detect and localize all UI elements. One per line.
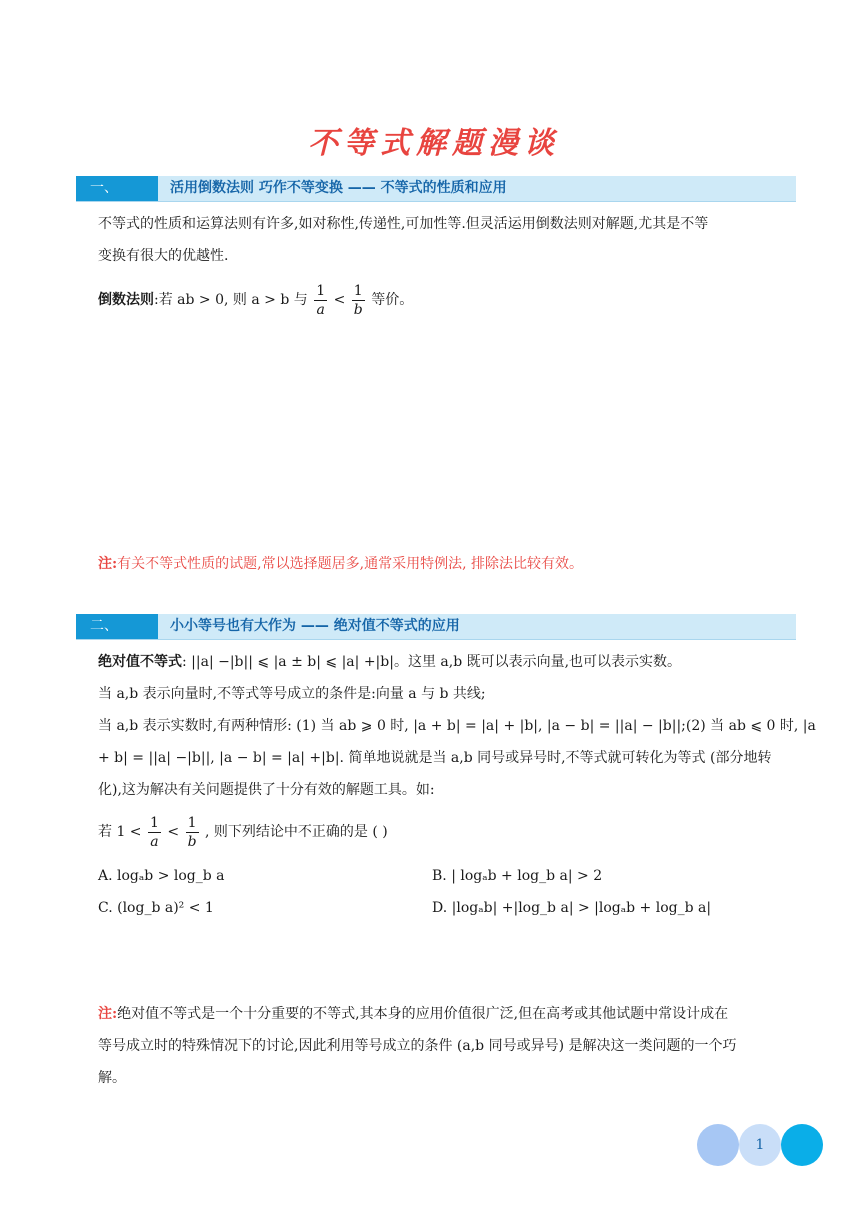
page-number: 1 [755,1137,765,1153]
real-case-line-1: 当 a,b 表示实数时,有两种情形: (1) 当 ab ⩾ 0 时, |a + b| = |a| + |b|, |a − b| = ||a| − |b||;(2) 当 ab ⩽ 0 时, |a [98,718,816,734]
option-a: A. logₐb > log_b a [98,868,225,884]
section-1-note: 注:有关不等式性质的试题,常以选择题居多,通常采用特例法, 排除法比较有效。 [98,556,583,572]
rule-label: 倒数法则 [98,292,154,308]
section-1-heading: 活用倒数法则 巧作不等变换 —— 不等式的性质和应用 [170,180,507,196]
question-fraction-1: $\frac{1}{a}$ [150,814,159,850]
reciprocal-rule: 倒数法则:若 ab > 0, 则 a > b 与 $\frac{1}{a}$ < $\frac{1}{b}$ 等价。 [98,282,414,318]
section-2-heading: 小小等号也有大作为 —— 绝对值不等式的应用 [170,618,460,634]
question-fraction-2: $\frac{1}{b}$ [187,814,197,850]
page-number-badge [697,1124,823,1166]
rule-suffix: 等价。 [371,292,414,308]
rule-prefix: :若 ab > 0, 则 a > b 与 [154,292,308,308]
badge-circle-right [781,1124,823,1166]
section-1-number: 一、 [76,176,158,201]
section-2-header [76,614,796,640]
section-2-note-line-2: 等号成立时的特殊情况下的讨论,因此利用等号成立的条件 (a,b 同号或异号) 是解决这一类问题的一个巧 [98,1038,737,1054]
section-2-note-line-3: 解。 [98,1070,126,1086]
real-case-line-2: + b| = ||a| −|b||, |a − b| = |a| +|b|. 简单地说就是当 a,b 同号或异号时,不等式就可转化为等式 (部分地转 [98,750,772,766]
rule-fraction-1: $\frac{1}{a}$ [316,282,326,318]
absolute-inequality: 绝对值不等式: ||a| −|b|| ⩽ |a ± b| ⩽ |a| +|b|。这里 a,b 既可以表示向量,也可以表示实数。 [98,654,682,670]
vector-case-line: 当 a,b 表示向量时,不等式等号成立的条件是:向量 a 与 b 共线; [98,686,486,702]
section-1-header [76,176,796,202]
question-stem: 若 1 < $\frac{1}{a}$ < $\frac{1}{b}$ , 则下列结论中不正确的是 ( ) [98,814,388,850]
rule-fraction-2: $\frac{1}{b}$ [353,282,363,318]
section-2-number: 二、 [76,614,158,639]
page-title: 不等式解题漫谈 [308,126,560,161]
badge-circle-left [697,1124,739,1166]
option-b: B. | logₐb + log_b a| > 2 [432,868,603,884]
section-1-intro-line-1: 不等式的性质和运算法则有许多,如对称性,传递性,可加性等.但灵活运用倒数法则对解题,尤其是不等 [98,216,709,232]
section-2-note-line-1: 注:绝对值不等式是一个十分重要的不等式,其本身的应用价值很广泛,但在高考或其他试题中常设计成在 [98,1006,729,1022]
section-1-intro-line-2: 变换有很大的优越性. [98,248,229,264]
option-d: D. |logₐb| +|log_b a| > |logₐb + log_b a| [432,900,712,916]
real-case-line-3: 化),这为解决有关问题提供了十分有效的解题工具。如: [98,782,435,798]
option-c: C. (log_b a)² < 1 [98,900,214,916]
